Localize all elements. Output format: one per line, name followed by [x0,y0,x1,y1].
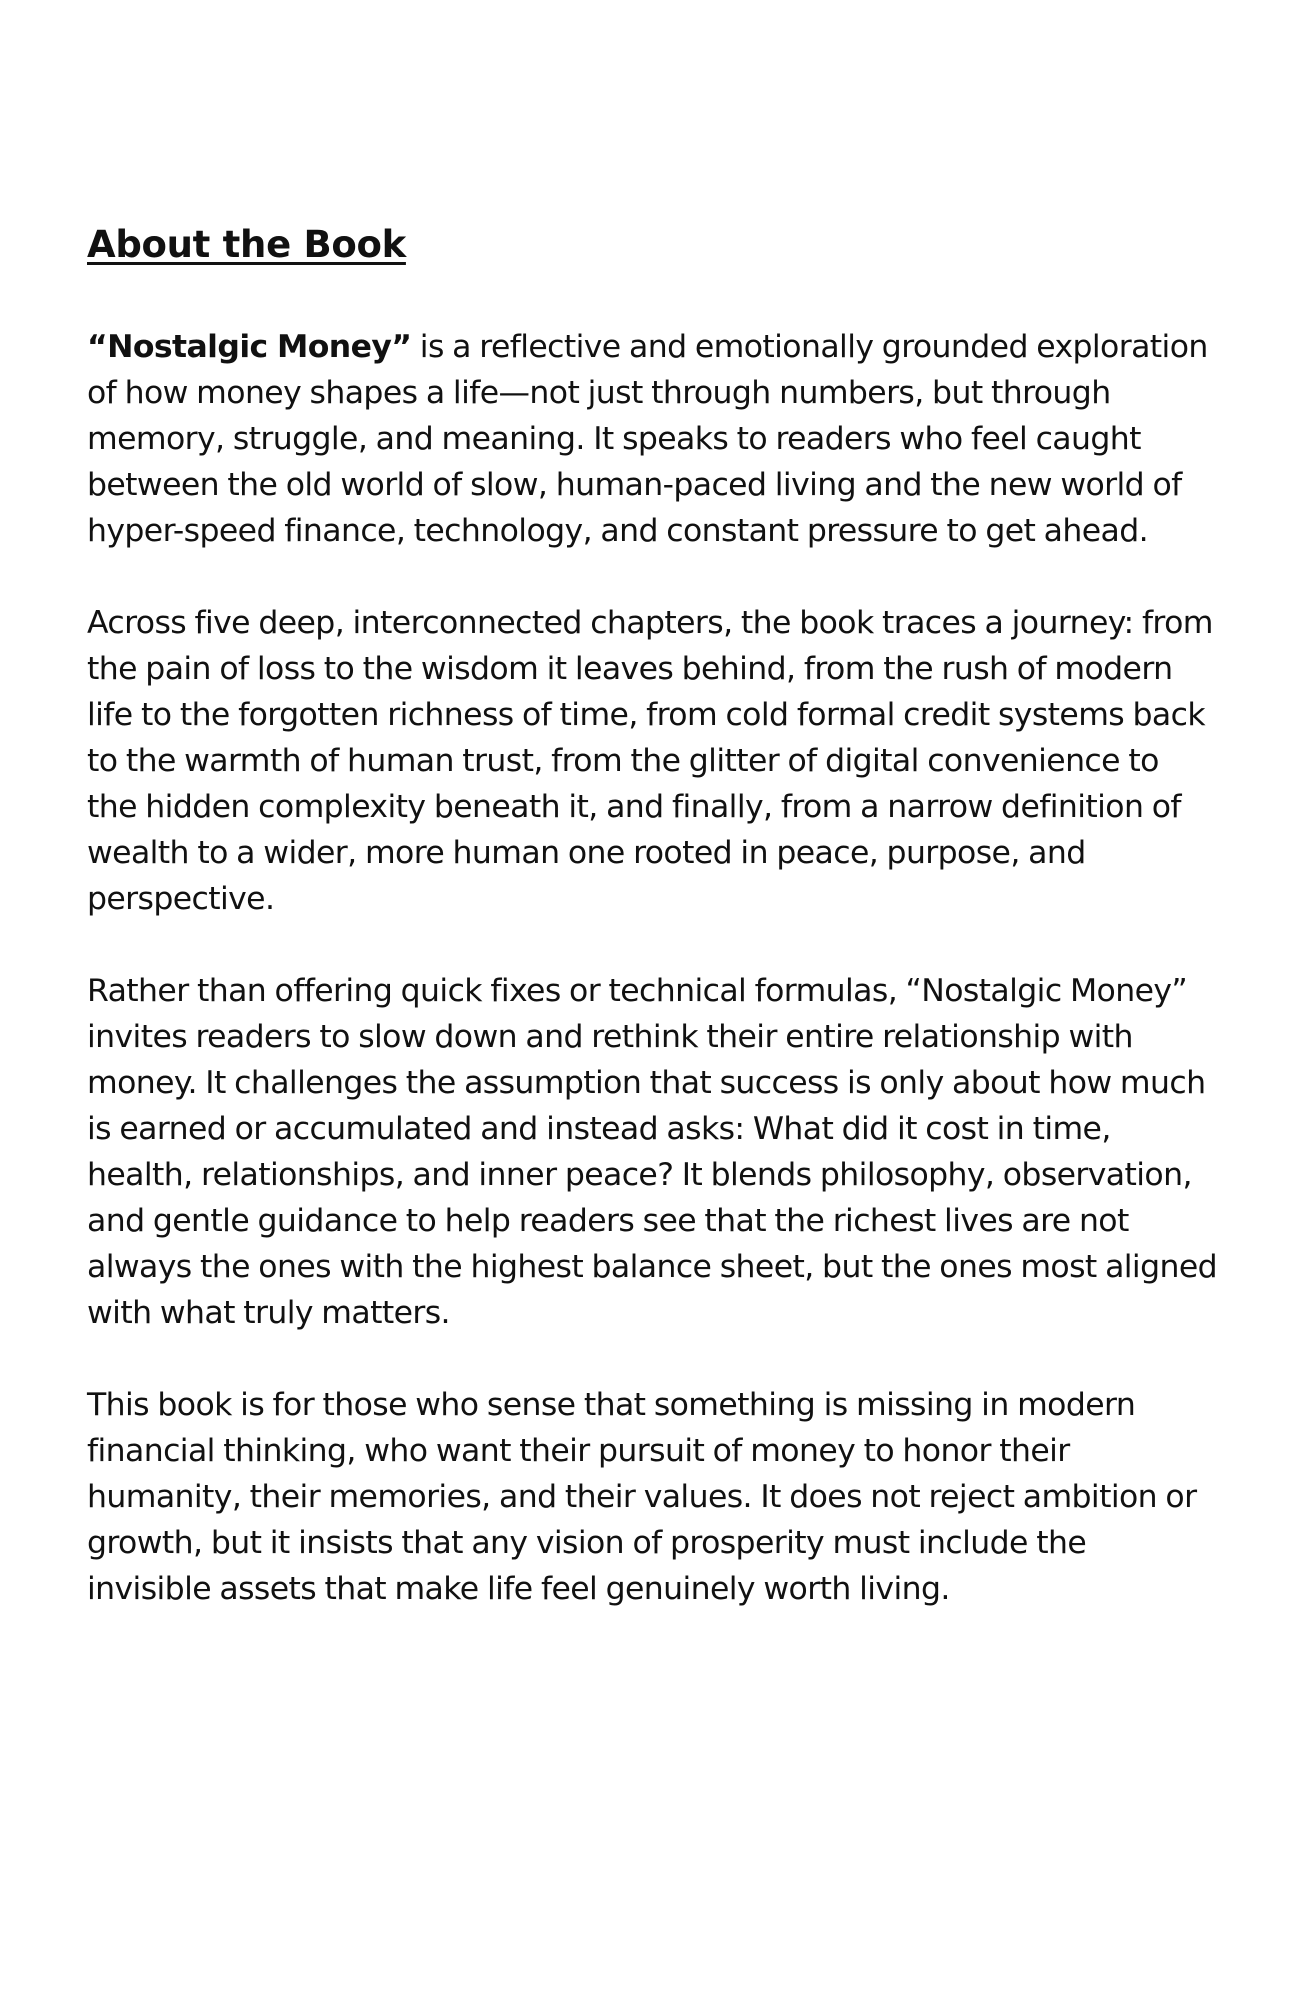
paragraph-chapters: Across five deep, interconnected chapters, the book traces a journey: from the pain of loss to the wisdom it leaves behind, from the rush of modern life to the forgotten richness of time, from cold formal credit systems back to the warmth of human trust, from the glitter of digital convenience to the hidden complexity beneath it, and finally, from a narrow definition of wealth to a wider, more human one rooted in peace, purpose, and perspective. [87,605,1213,917]
document-page [87,222,1217,1658]
paragraph-audience: This book is for those who sense that something is missing in modern financial thinking, who want their pursuit of money to honor their humanity, their memories, and their values. It does not reject ambition or growth, but it insists that any vision of prosperity must include the invisible assets that make life feel genuinely worth living. [87,1387,1197,1607]
intro-paragraph-text: is a reflective and emotionally grounded exploration of how money shapes a life—not just through numbers, but through memory, struggle, and meaning. It speaks to readers who feel caught between the old world of slow, human-paced living and the new world of hyper-speed finance, technology, and constant pressure to get ahead. [87,329,1208,549]
book-title-bold: “Nostalgic Money” [87,329,412,365]
paragraph-approach: Rather than offering quick fixes or technical formulas, “Nostalgic Money” invites readers to slow down and rethink their entire relationship with money. It challenges the assumption that success is only about how much is earned or accumulated and instead asks: What did it cost in time, health, relationships, and inner peace? It blends philosophy, observation, and gentle guidance to help readers see that the richest lives are not always the ones with the highest balance sheet, but the ones most aligned with what truly matters. [87,973,1218,1331]
intro-paragraph [87,324,1217,554]
section-heading: About the Book [87,223,406,266]
